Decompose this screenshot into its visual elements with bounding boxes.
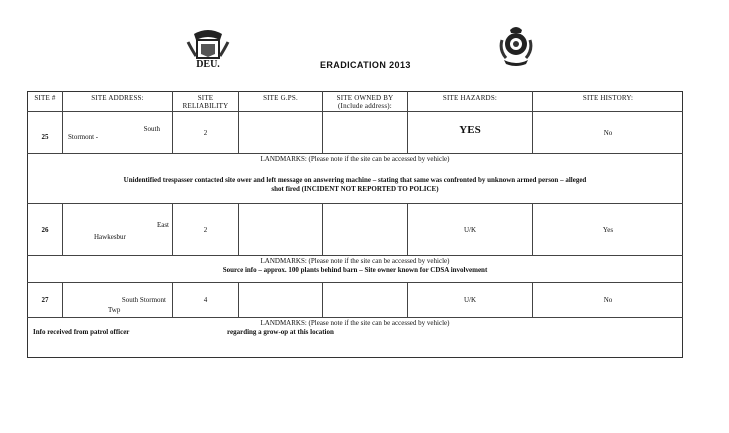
site-hazards: U/K	[463, 296, 477, 304]
header-site-reliability: SITE RELIABILITY	[182, 94, 229, 110]
header-site-hazards: SITE HAZARDS:	[442, 94, 498, 102]
site-address-line-2: Twp	[108, 306, 121, 314]
landmarks-note-line-1: Unidentified trespasser contacted site ower and left message on answering machine – stating that same was confronted by unknown armed person – alleged	[123, 176, 587, 184]
deu-logo-text: DEU.	[196, 59, 220, 70]
landmarks-note-right: regarding a grow-op at this location	[227, 328, 334, 336]
deu-crest-logo	[186, 28, 230, 70]
site-hazards: U/K	[463, 226, 477, 234]
site-address-line-2: Stormont -	[68, 133, 99, 141]
site-reliability: 2	[203, 129, 208, 137]
site-address-line-2: Hawkesbur	[94, 233, 126, 241]
site-history: No	[603, 129, 613, 137]
landmarks-note-line-1: Source info – approx. 100 plants behind barn – Site owner known for CDSA involvement	[222, 266, 488, 274]
site-address-line-1: South Stormont	[121, 296, 166, 304]
site-history: Yes	[602, 226, 614, 234]
landmarks-label: LANDMARKS: (Please note if the site can be accessed by vehicle)	[260, 155, 450, 163]
site-number: 26	[41, 226, 49, 234]
site-number: 25	[41, 133, 49, 141]
site-address-line-1: South	[143, 125, 160, 133]
header-site-gps: SITE G.PS.	[263, 94, 298, 102]
landmarks-note-line-2: shot fired (INCIDENT NOT REPORTED TO POLICE)	[271, 185, 439, 193]
header-site-number: SITE #	[34, 94, 56, 102]
landmarks-note-left: Info received from patrol officer	[33, 328, 130, 336]
header-site-owned-by: SITE OWNED BY (Include address):	[336, 94, 394, 110]
landmarks-label: LANDMARKS: (Please note if the site can be accessed by vehicle)	[260, 257, 450, 265]
document-title: ERADICATION 2013	[320, 60, 411, 70]
site-hazards: YES	[459, 124, 481, 136]
site-history: No	[603, 296, 613, 304]
landmarks-label: LANDMARKS: (Please note if the site can be accessed by vehicle)	[260, 319, 450, 327]
header-site-address: SITE ADDRESS:	[91, 94, 144, 102]
header-site-history: SITE HISTORY:	[582, 94, 634, 102]
site-address-line-1: East	[156, 221, 169, 229]
site-reliability: 2	[203, 226, 208, 234]
site-number: 27	[41, 296, 49, 304]
site-reliability: 4	[203, 296, 208, 304]
rcmp-crest-logo	[498, 24, 534, 68]
